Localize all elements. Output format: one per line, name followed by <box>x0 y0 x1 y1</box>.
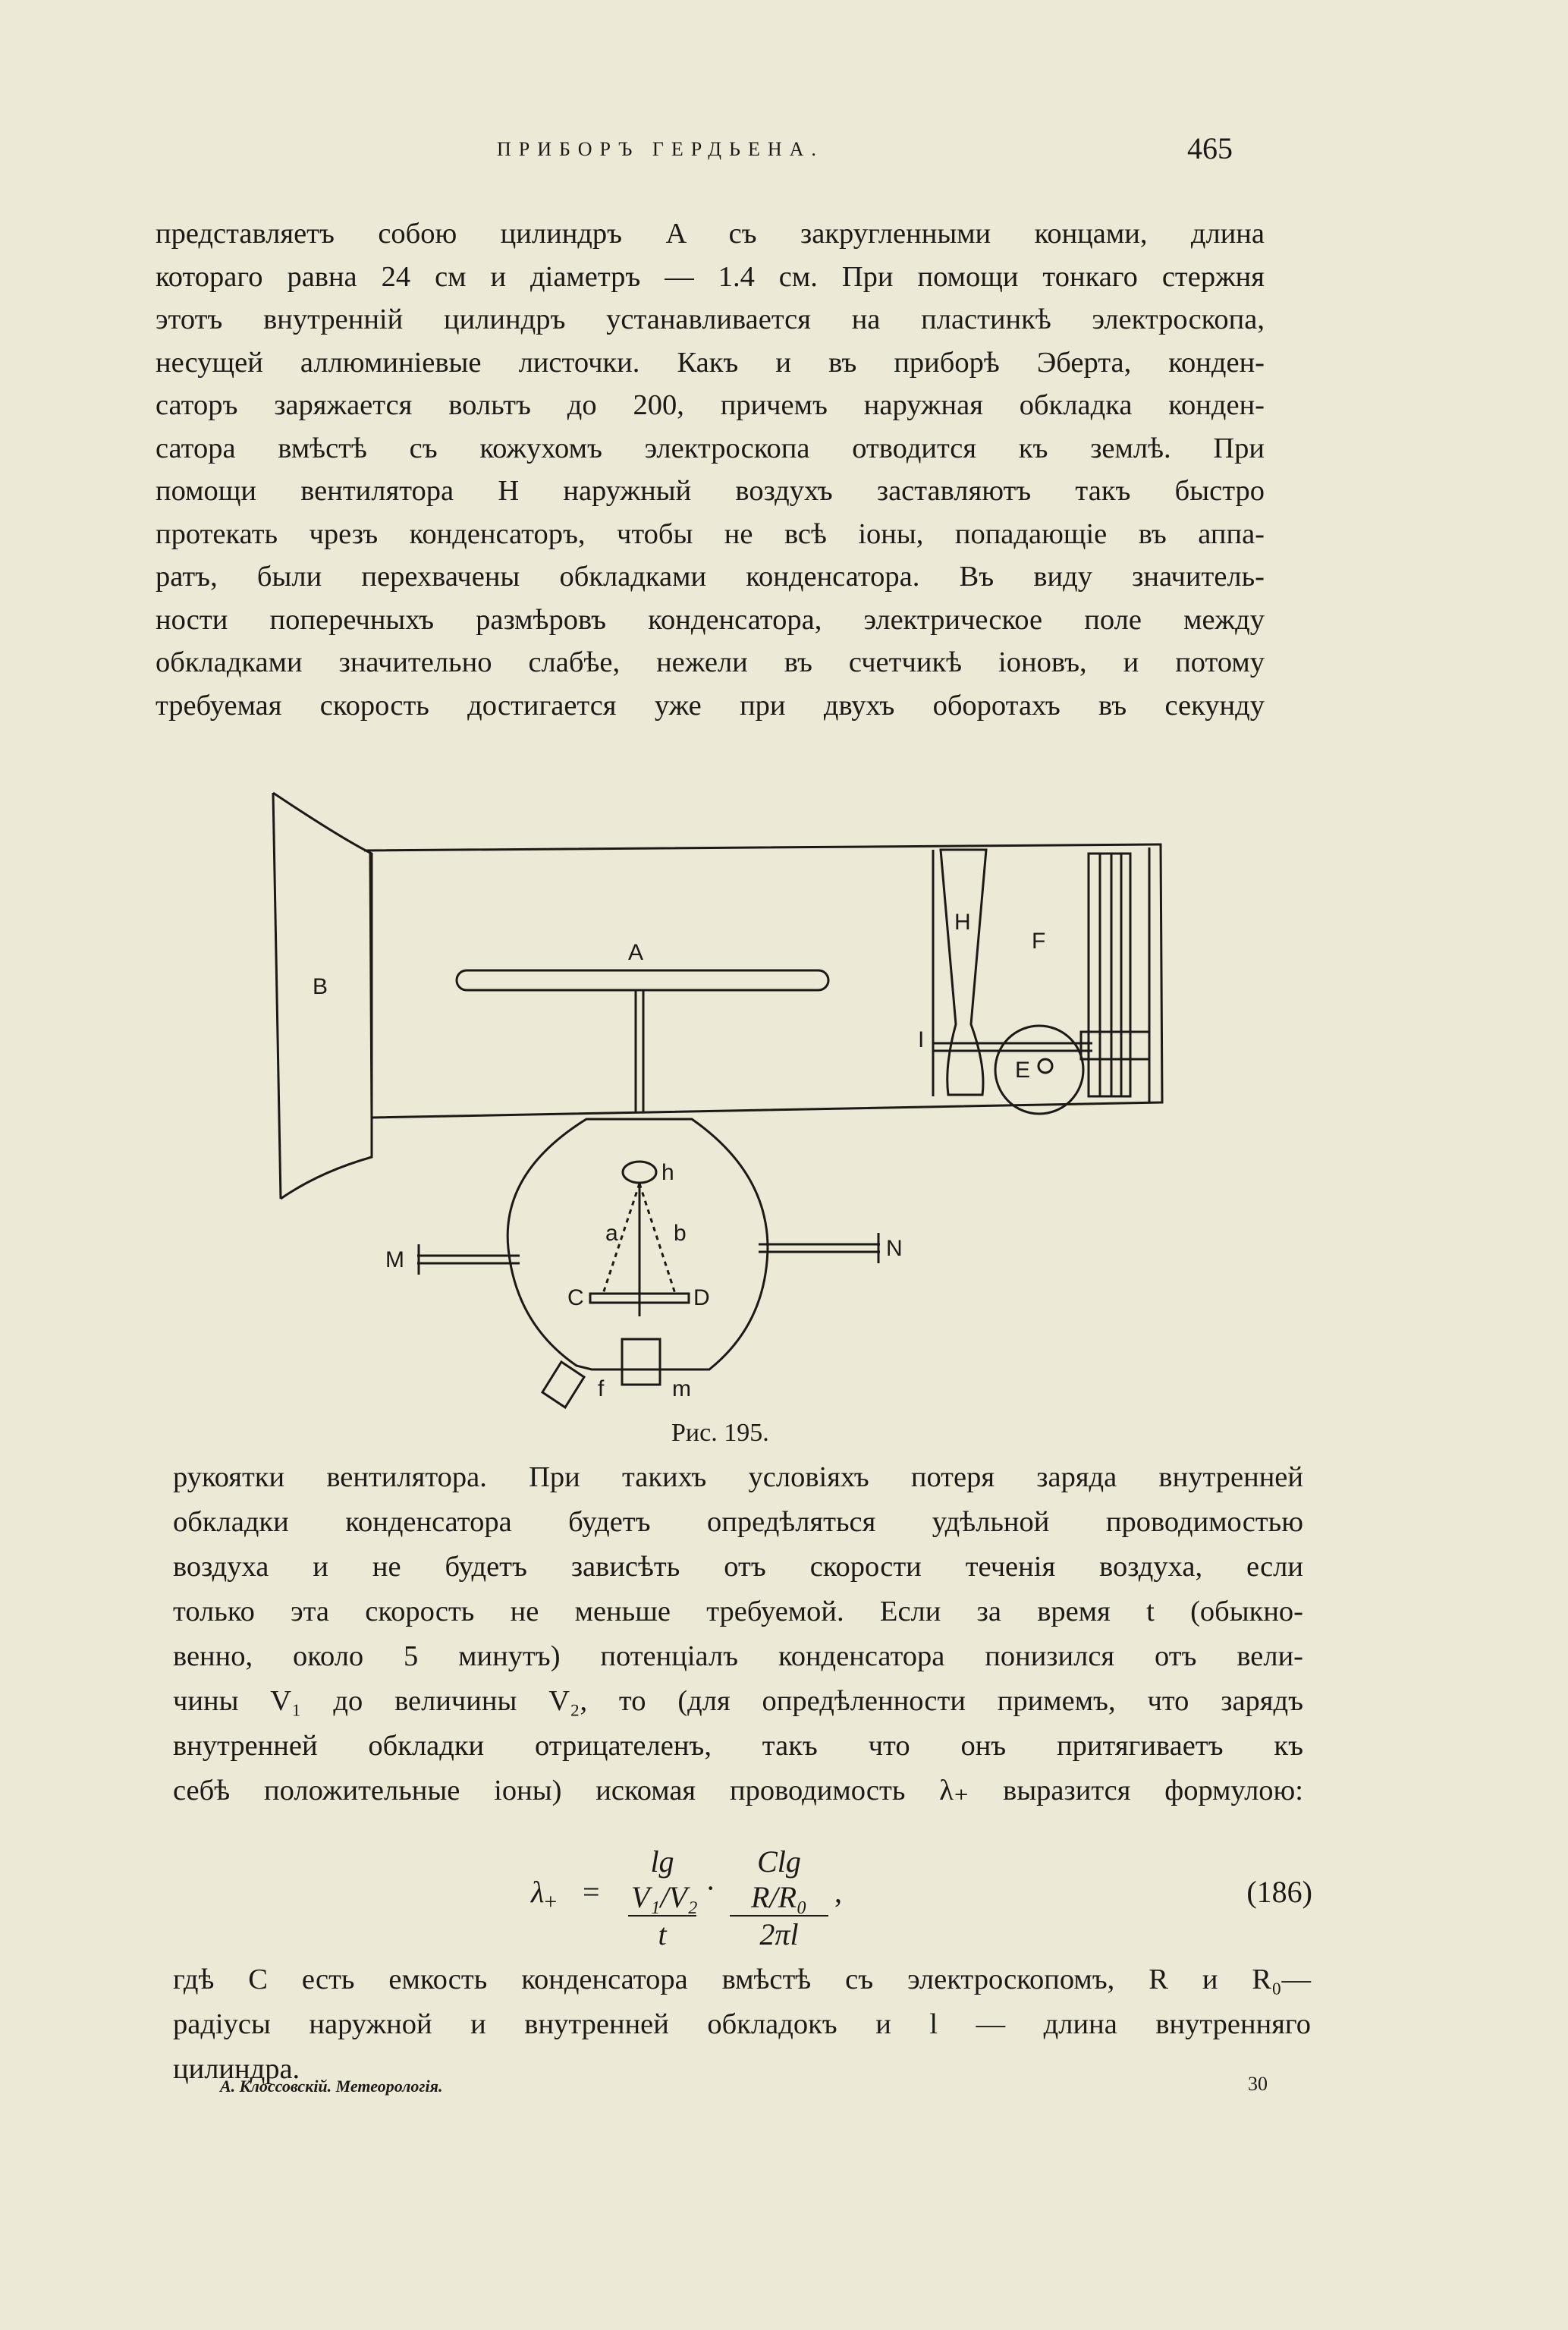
text-line: радіусы наружной и внутренней обкладокъ и l — длина внутренняго <box>173 2008 1311 2040</box>
label-a-upper: A <box>628 940 644 965</box>
page-number: 465 <box>1187 131 1233 165</box>
label-f-upper: F <box>1032 929 1046 954</box>
label-m-lower: m <box>672 1376 691 1401</box>
leaf-b <box>639 1184 675 1294</box>
text-line: этотъ внутренній цилиндръ устанавливается на пластинкѣ электроскопа, <box>156 303 1265 335</box>
text-line: саторъ заряжается вольтъ до 200, причемъ наружная обкладка конден- <box>156 389 1265 421</box>
formula-comma: , <box>834 1875 842 1909</box>
label-d: D <box>693 1285 710 1310</box>
electroscope-case <box>507 1119 768 1369</box>
footer-author: А. Клоссовскій. Метеорологія. <box>220 2077 443 2096</box>
running-header: ПРИБОРЪ ГЕРДЬЕНА. <box>497 138 824 160</box>
figure-caption: Рис. 195. <box>671 1419 769 1447</box>
text-line: сатора вмѣстѣ съ кожухомъ электроскопа отводится къ землѣ. При <box>156 432 1265 464</box>
text-line: внутренней обкладки отрицателенъ, такъ что онъ притягиваетъ къ <box>173 1730 1303 1762</box>
tube-body <box>364 844 1162 1118</box>
text-line: чины V₁ до величины V₂, то (для опредѣленности примемъ, что зарядъ <box>173 1685 1303 1717</box>
text-line: только эта скорость не меньше требуемой. Если за время t (обыкно- <box>173 1596 1303 1627</box>
label-e: E <box>1015 1058 1031 1083</box>
inner-cylinder-a <box>457 970 828 990</box>
text-line: ности поперечныхъ размѣровъ конденсатора, электрическое поле между <box>156 603 1265 636</box>
label-i: I <box>918 1027 925 1052</box>
label-h-upper: H <box>954 910 971 935</box>
text-line: несущей аллюминіевые листочки. Какъ и въ приборѣ Эберта, конден- <box>156 346 1265 379</box>
formula-fraction-1 <box>628 1844 696 1952</box>
text-line: помощи вентилятора H наружный воздухъ заставляютъ такъ быстро <box>156 475 1265 507</box>
wheel-e-hub <box>1039 1059 1052 1073</box>
crank-block <box>1081 1032 1149 1059</box>
port-f <box>542 1362 584 1407</box>
fraction-2-denominator: 2πl <box>759 1917 799 1951</box>
text-line: рукоятки вентилятора. При такихъ условіяхъ потеря заряда внутренней <box>173 1461 1303 1493</box>
paragraph-2 <box>173 1455 1303 1813</box>
label-f-lower: f <box>598 1376 605 1401</box>
fraction-2-numerator: Clg R/R₀ <box>730 1844 828 1917</box>
funnel-left-edge <box>273 793 281 1199</box>
formula-fraction-2 <box>730 1844 828 1952</box>
text-line: воздуха и не будетъ зависѣть отъ скорости теченія воздуха, если <box>173 1551 1303 1583</box>
label-c: C <box>567 1285 584 1310</box>
paragraph-1 <box>156 212 1265 727</box>
text-line: венно, около 5 минутъ) потенціалъ конденсатора понизился отъ вели- <box>173 1640 1303 1672</box>
label-m-upper: M <box>385 1247 404 1272</box>
text-line: цилиндра. <box>173 2053 300 2085</box>
label-a-lower: a <box>605 1221 618 1246</box>
text-line: представляетъ собою цилиндръ A съ закругленными концами, длина <box>156 218 1265 250</box>
fraction-1-numerator: lg V₁/V₂ <box>628 1844 696 1917</box>
text-line: обкладками значительно слабѣе, нежели въ счетчикѣ іоновъ, и потому <box>156 646 1265 678</box>
text-line: гдѣ C есть емкость конденсатора вмѣстѣ съ электроскопомъ, R и R₀— <box>173 1964 1311 1995</box>
label-h-lower: h <box>661 1160 674 1185</box>
text-line: ратъ, были перехвачены обкладками конденсатора. Въ виду значитель- <box>156 561 1265 593</box>
equation-number: (186) <box>1246 1875 1312 1909</box>
formula-equals: = <box>583 1875 600 1909</box>
plate-h <box>623 1162 656 1183</box>
formula-lambda-sub: + <box>544 1889 558 1914</box>
text-line: обкладки конденсатора будетъ опредѣляться удѣльной проводимостью <box>173 1506 1303 1538</box>
label-n: N <box>886 1236 903 1261</box>
label-b-lower: b <box>674 1221 687 1246</box>
apparatus-diagram <box>258 778 1199 1423</box>
tube-inlet-line <box>370 852 372 1119</box>
text-line: протекать чрезъ конденсаторъ, чтобы не всѣ іоны, попадающіе въ аппа- <box>156 517 1265 550</box>
signature-mark: 30 <box>1248 2073 1268 2095</box>
text-line: требуемая скорость достигается уже при двухъ оборотахъ въ секунду <box>156 689 1265 722</box>
formula-lambda: λ <box>531 1875 545 1909</box>
fraction-1-denominator: t <box>658 1917 667 1951</box>
text-line: котораго равна 24 см и діаметръ — 1.4 см. При помощи тонкаго стержня <box>156 260 1265 293</box>
paragraph-3 <box>173 1957 1311 2092</box>
formula-lhs <box>531 1874 557 1915</box>
formula-186 <box>531 1836 1312 1950</box>
fan-h <box>941 850 986 1095</box>
apparatus-figure <box>258 778 1199 1423</box>
socket-m <box>622 1339 660 1385</box>
label-b: B <box>313 974 328 999</box>
formula-dot: · <box>705 1871 716 1905</box>
text-line: себѣ положительные іоны) искомая проводимость λ₊ выразится формулою: <box>173 1775 1303 1806</box>
